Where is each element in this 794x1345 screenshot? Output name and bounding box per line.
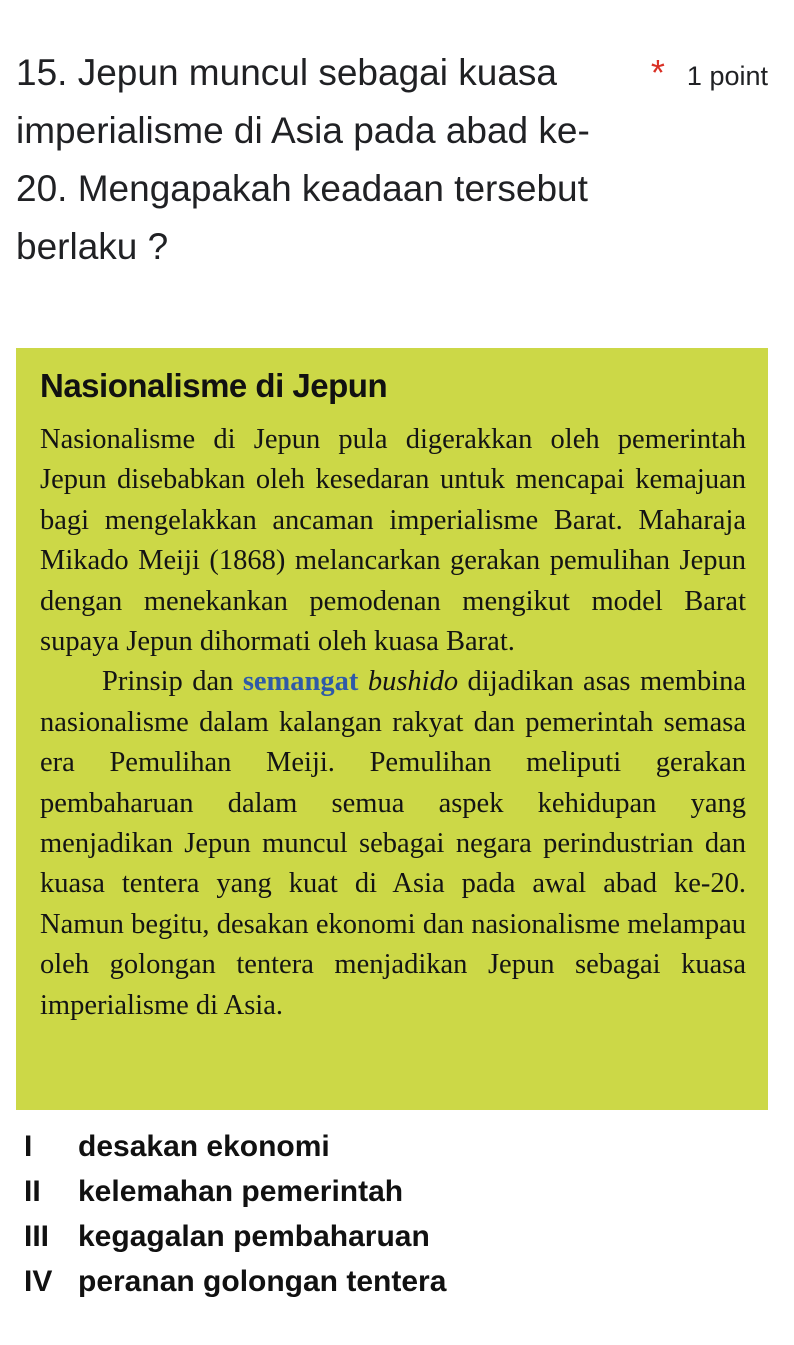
statement-text: desakan ekonomi (78, 1130, 330, 1163)
excerpt-paragraph-1: Nasionalisme di Jepun pula digerakkan oleh pemerintah Jepun disebabkan oleh kesedaran untuk mencapai kemajuan bagi mengelakkan ancaman imperialisme Barat. Maharaja Mikado Meiji (1868) melancarkan gerakan pemulihan Jepun dengan menekankan pemodenan mengikut model Barat supaya Jepun dihormati oleh kuasa Barat. (40, 424, 746, 658)
paragraph-2-space (358, 666, 367, 697)
statement-numeral: I (24, 1130, 33, 1163)
italic-term: bushido (367, 666, 459, 698)
required-asterisk: * (650, 52, 665, 93)
statement-numeral: III (24, 1220, 50, 1253)
statement-list (24, 1124, 764, 1304)
question-header (16, 44, 778, 276)
statement-text: kegagalan pembaharuan (78, 1220, 430, 1253)
excerpt-paragraph-2 (40, 662, 746, 1026)
statement-numeral: IV (24, 1265, 53, 1298)
excerpt-heading: Nasionalisme di Jepun (40, 367, 388, 404)
highlighted-term: semangat (242, 666, 359, 698)
paragraph-2-start: Prinsip dan (102, 666, 243, 698)
question-meta (651, 44, 768, 105)
question-title: 15. Jepun muncul sebagai kuasa imperialisme di Asia pada abad ke-20. Mengapakah keadaan tersebut berlaku ? (16, 52, 590, 267)
paragraph-2-end: dijadikan asas membina nasionalisme dalam kalangan rakyat dan pemerintah semasa era Pemulihan Meiji. Pemulihan meliputi gerakan pembaharuan dalam semua aspek kehidupan yang menjadikan Jepun muncul sebagai negara perindustrian dan kuasa tentera yang kuat di Asia pada awal abad ke-20. Namun begitu, desakan ekonomi dan nasionalisme melampau oleh golongan tentera menjadikan Jepun sebagai kuasa imperialisme di Asia. (40, 666, 747, 1021)
statement-item (24, 1214, 764, 1259)
points-label: 1 point (686, 61, 768, 91)
statement-item (24, 1124, 764, 1169)
statement-text: kelemahan pemerintah (78, 1175, 404, 1208)
statement-text: peranan golongan tentera (78, 1265, 447, 1298)
statement-numeral: II (24, 1175, 41, 1208)
statement-item (24, 1169, 764, 1214)
question-image-textbook-excerpt (16, 348, 768, 1110)
statement-item (24, 1259, 764, 1304)
